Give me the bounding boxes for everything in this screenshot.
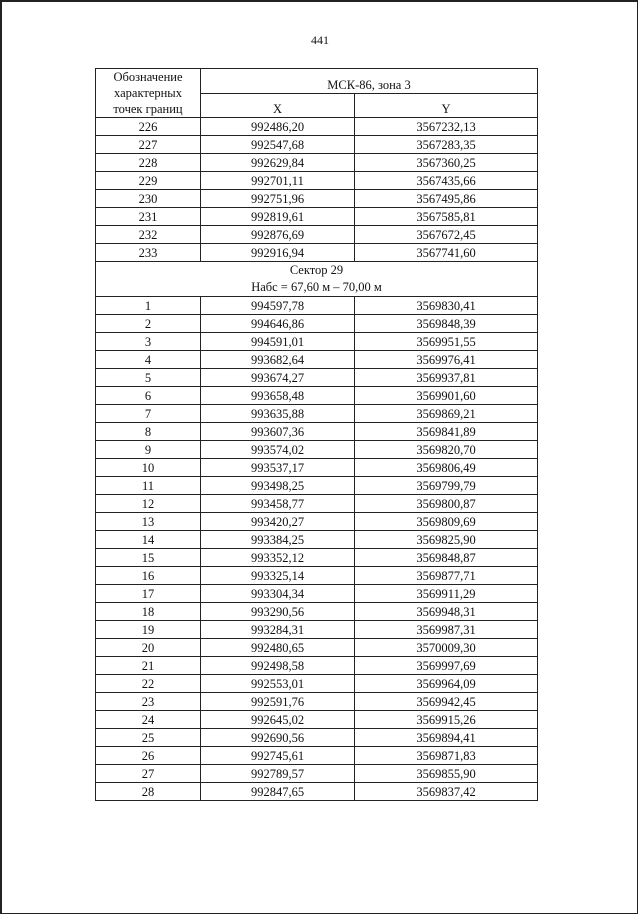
y-value-cell: 3569869,21 (355, 405, 538, 423)
x-value-cell: 993658,48 (201, 387, 355, 405)
point-id-cell: 23 (96, 693, 201, 711)
y-value-cell: 3567435,66 (355, 172, 538, 190)
sector-title: Сектор 29 (289, 263, 344, 277)
point-id-cell: 3 (96, 333, 201, 351)
x-value-cell: 993290,56 (201, 603, 355, 621)
y-value-cell: 3569848,87 (355, 549, 538, 567)
x-value-cell: 993458,77 (201, 495, 355, 513)
y-value-cell: 3569997,69 (355, 657, 538, 675)
sector-cell (96, 262, 538, 297)
table-row (96, 513, 538, 531)
point-id-cell: 227 (96, 136, 201, 154)
point-id-cell: 231 (96, 208, 201, 226)
table-row (96, 477, 538, 495)
table-row (96, 190, 538, 208)
point-id-cell: 4 (96, 351, 201, 369)
y-value-cell: 3569820,70 (355, 441, 538, 459)
sector-height-range: Набс = 67,60 м – 70,00 м (251, 280, 382, 294)
table-row (96, 441, 538, 459)
table-row (96, 765, 538, 783)
point-id-cell: 226 (96, 118, 201, 136)
point-id-cell: 232 (96, 226, 201, 244)
y-value-cell: 3567283,35 (355, 136, 538, 154)
point-id-cell: 229 (96, 172, 201, 190)
point-id-cell: 22 (96, 675, 201, 693)
y-value-cell: 3569799,79 (355, 477, 538, 495)
y-value-cell: 3569964,09 (355, 675, 538, 693)
table-row (96, 693, 538, 711)
x-value-cell: 992547,68 (201, 136, 355, 154)
table-row (96, 495, 538, 513)
table-row (96, 711, 538, 729)
x-value-cell: 992629,84 (201, 154, 355, 172)
x-value-cell: 992751,96 (201, 190, 355, 208)
page-number: 441 (311, 33, 329, 47)
x-value-cell: 992690,56 (201, 729, 355, 747)
y-value-cell: 3570009,30 (355, 639, 538, 657)
y-value-cell: 3567232,13 (355, 118, 538, 136)
table-row (96, 603, 538, 621)
y-value-cell: 3569951,55 (355, 333, 538, 351)
point-id-cell: 20 (96, 639, 201, 657)
y-value-cell: 3569809,69 (355, 513, 538, 531)
table-row (96, 783, 538, 801)
coordinates-table (95, 68, 538, 801)
point-label-header (96, 69, 201, 118)
x-value-cell: 992486,20 (201, 118, 355, 136)
table-row (96, 369, 538, 387)
point-id-cell: 6 (96, 387, 201, 405)
table-row (96, 154, 538, 172)
x-value-cell: 992876,69 (201, 226, 355, 244)
x-value-cell: 993607,36 (201, 423, 355, 441)
x-value-cell: 993284,31 (201, 621, 355, 639)
point-label-line-2: характерных (114, 86, 182, 100)
y-value-cell: 3569942,45 (355, 693, 538, 711)
point-id-cell: 19 (96, 621, 201, 639)
x-value-cell: 992789,57 (201, 765, 355, 783)
y-value-cell: 3567360,25 (355, 154, 538, 172)
y-value-cell: 3569871,83 (355, 747, 538, 765)
point-id-cell: 17 (96, 585, 201, 603)
x-value-cell: 992819,61 (201, 208, 355, 226)
y-value-cell: 3569848,39 (355, 315, 538, 333)
point-id-cell: 24 (96, 711, 201, 729)
table-row (96, 675, 538, 693)
y-value-cell: 3569987,31 (355, 621, 538, 639)
x-value-cell: 993352,12 (201, 549, 355, 567)
table-row (96, 387, 538, 405)
x-value-cell: 994646,86 (201, 315, 355, 333)
point-id-cell: 28 (96, 783, 201, 801)
point-id-cell: 1 (96, 297, 201, 315)
point-id-cell: 233 (96, 244, 201, 262)
table-row (96, 172, 538, 190)
point-id-cell: 27 (96, 765, 201, 783)
point-id-cell: 10 (96, 459, 201, 477)
y-value-cell: 3569901,60 (355, 387, 538, 405)
x-value-cell: 994597,78 (201, 297, 355, 315)
y-value-cell: 3569825,90 (355, 531, 538, 549)
x-value-cell: 992498,58 (201, 657, 355, 675)
table-row (96, 531, 538, 549)
y-value-cell: 3569830,41 (355, 297, 538, 315)
point-id-cell: 13 (96, 513, 201, 531)
x-value-cell: 992591,76 (201, 693, 355, 711)
y-value-cell: 3569855,90 (355, 765, 538, 783)
table-row (96, 549, 538, 567)
y-value-cell: 3569841,89 (355, 423, 538, 441)
x-value-cell: 992847,65 (201, 783, 355, 801)
table-row (96, 118, 538, 136)
table-row (96, 315, 538, 333)
y-value-cell: 3567585,81 (355, 208, 538, 226)
y-value-cell: 3569800,87 (355, 495, 538, 513)
table-row (96, 459, 538, 477)
point-id-cell: 25 (96, 729, 201, 747)
x-value-cell: 993574,02 (201, 441, 355, 459)
x-value-cell: 992745,61 (201, 747, 355, 765)
table-row (96, 136, 538, 154)
y-value-cell: 3569837,42 (355, 783, 538, 801)
point-id-cell: 230 (96, 190, 201, 208)
point-id-cell: 5 (96, 369, 201, 387)
point-id-cell: 9 (96, 441, 201, 459)
point-id-cell: 21 (96, 657, 201, 675)
table-row (96, 585, 538, 603)
point-id-cell: 11 (96, 477, 201, 495)
y-header: Y (355, 93, 538, 118)
x-value-cell: 993304,34 (201, 585, 355, 603)
x-value-cell: 993674,27 (201, 369, 355, 387)
x-value-cell: 994591,01 (201, 333, 355, 351)
table-row (96, 423, 538, 441)
table-row (96, 297, 538, 315)
point-label-line-3: точек границ (113, 102, 183, 116)
y-value-cell: 3569806,49 (355, 459, 538, 477)
table-row (96, 747, 538, 765)
point-id-cell: 14 (96, 531, 201, 549)
table-row (96, 639, 538, 657)
x-value-cell: 993420,27 (201, 513, 355, 531)
table-row (96, 729, 538, 747)
point-label-line-1: Обозначение (113, 70, 183, 84)
point-id-cell: 228 (96, 154, 201, 172)
table-row (96, 621, 538, 639)
x-value-cell: 993384,25 (201, 531, 355, 549)
x-value-cell: 993682,64 (201, 351, 355, 369)
sector-row (96, 262, 538, 297)
y-value-cell: 3567672,45 (355, 226, 538, 244)
y-value-cell: 3569937,81 (355, 369, 538, 387)
point-id-cell: 2 (96, 315, 201, 333)
point-id-cell: 15 (96, 549, 201, 567)
y-value-cell: 3569948,31 (355, 603, 538, 621)
y-value-cell: 3569976,41 (355, 351, 538, 369)
table-row (96, 567, 538, 585)
x-value-cell: 993537,17 (201, 459, 355, 477)
table-row (96, 333, 538, 351)
x-value-cell: 992480,65 (201, 639, 355, 657)
y-value-cell: 3567741,60 (355, 244, 538, 262)
table-row (96, 351, 538, 369)
x-value-cell: 992553,01 (201, 675, 355, 693)
table-row (96, 208, 538, 226)
point-id-cell: 26 (96, 747, 201, 765)
y-value-cell: 3569894,41 (355, 729, 538, 747)
point-id-cell: 16 (96, 567, 201, 585)
x-value-cell: 993325,14 (201, 567, 355, 585)
point-id-cell: 12 (96, 495, 201, 513)
table-row (96, 226, 538, 244)
x-value-cell: 992701,11 (201, 172, 355, 190)
x-value-cell: 993635,88 (201, 405, 355, 423)
point-id-cell: 8 (96, 423, 201, 441)
y-value-cell: 3567495,86 (355, 190, 538, 208)
header-row (96, 69, 538, 94)
x-value-cell: 993498,25 (201, 477, 355, 495)
y-value-cell: 3569877,71 (355, 567, 538, 585)
y-value-cell: 3569915,26 (355, 711, 538, 729)
x-value-cell: 992916,94 (201, 244, 355, 262)
table-row (96, 244, 538, 262)
table-row (96, 657, 538, 675)
point-id-cell: 18 (96, 603, 201, 621)
y-value-cell: 3569911,29 (355, 585, 538, 603)
coordinate-system-header: МСК-86, зона 3 (201, 69, 538, 94)
x-value-cell: 992645,02 (201, 711, 355, 729)
table-row (96, 405, 538, 423)
x-header: X (201, 93, 355, 118)
point-id-cell: 7 (96, 405, 201, 423)
